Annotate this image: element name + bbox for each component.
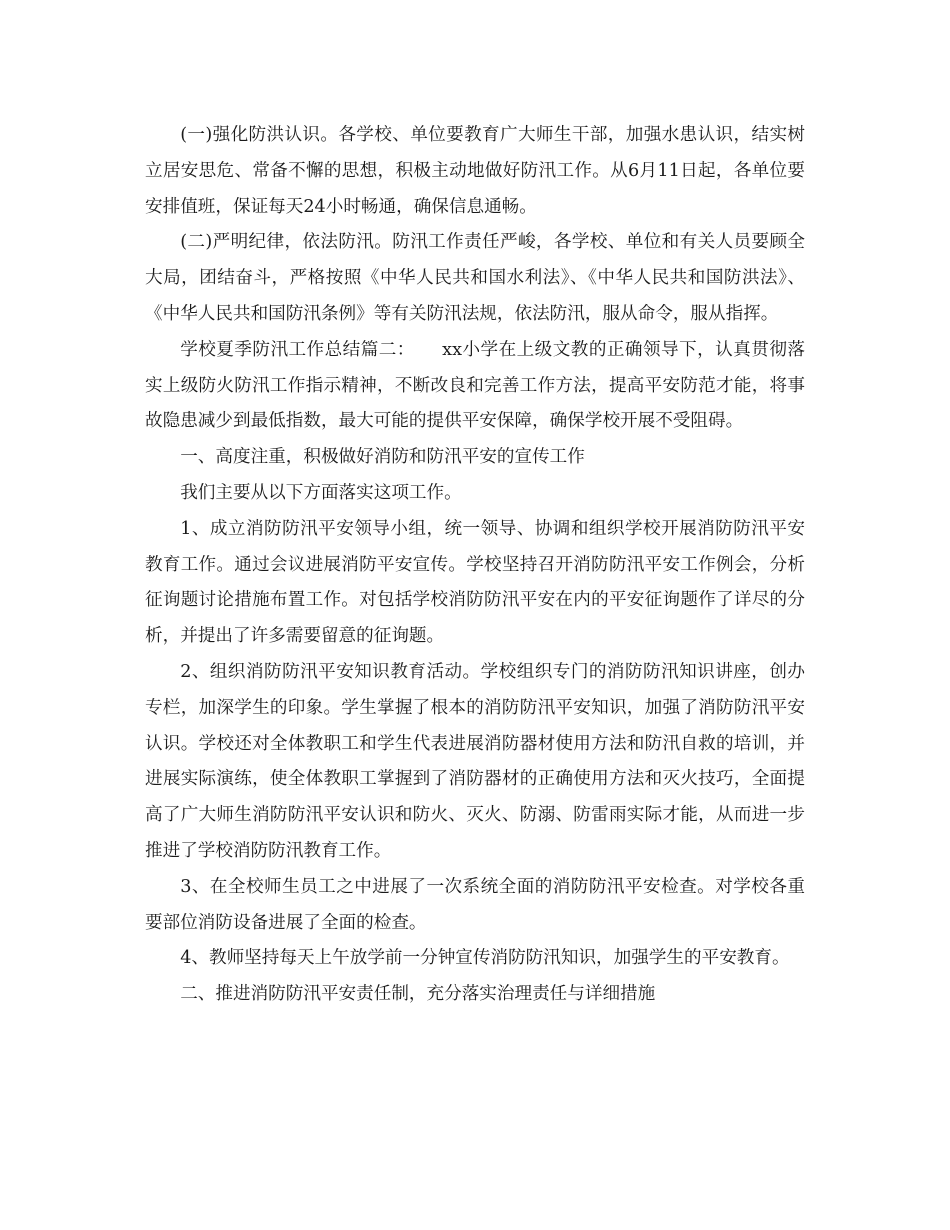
- section-heading-two: 二、推进消防防汛平安责任制，充分落实治理责任与详细措施: [180, 984, 656, 1005]
- paragraph-item-4: 4、教师坚持每天上午放学前一分钟宣传消防防汛知识，加强学生的平安教育。: [180, 948, 790, 969]
- paragraph-implementation-intro: 我们主要从以下方面落实这项工作。: [180, 482, 462, 503]
- paragraph-strengthen-flood-awareness: (一)强化防洪认识。各学校、单位要教育广大师生干部，加强水患认识，结实树立居安思危、常备不懈的思想，积极主动地做好防汛工作。从6月11日起，各单位要安排值班，保证每天24小时畅通，确保信息通畅。: [145, 125, 805, 217]
- paragraph-summary-part-two-intro: 学校夏季防汛工作总结篇二： xx小学在上级文教的正确领导下，认真贯彻落实上级防火防汛工作指示精神，不断改良和完善工作方法，提高平安防范才能，将事故隐患减少到最低指数，最大可能的提供平安保障，确保学校开展不受阻碍。: [145, 339, 805, 432]
- section-heading-one: 一、高度注重，积极做好消防和防汛平安的宣传工作: [180, 447, 585, 468]
- document-body: [145, 118, 805, 1013]
- paragraph-strict-discipline: (二)严明纪律，依法防汛。防汛工作责任严峻，各学校、单位和有关人员要顾全大局，团结奋斗，严格按照《中华人民共和国水利法》、《中华人民共和国防洪法》、《中华人民共和国防汛条例》等有关防汛法规，依法防汛，服从命令，服从指挥。: [145, 232, 805, 324]
- paragraph-item-3: 3、在全校师生员工之中进展了一次系统全面的消防防汛平安检查。对学校各重要部位消防设备进展了全面的检查。: [145, 876, 805, 933]
- paragraph-item-2: 2、组织消防防汛平安知识教育活动。学校组织专门的消防防汛知识讲座，创办专栏，加深学生的印象。学生掌握了根本的消防防汛平安知识，加强了消防防汛平安认识。学校还对全体教职工和学生代表进展消防器材使用方法和防汛自救的培训，并进展实际演练，使全体教职工掌握到了消防器材的正确使用方法和灭火技巧，全面提高了广大师生消防防汛平安认识和防火、灭火、防溺、防雷雨实际才能，从而进一步推进了学校消防防汛教育工作。: [145, 661, 805, 861]
- paragraph-item-1: 1、成立消防防汛平安领导小组，统一领导、协调和组织学校开展消防防汛平安教育工作。通过会议进展消防平安宣传。学校坚持召开消防防汛平安工作例会，分析征询题讨论措施布置工作。对包括学校消防防汛平安在内的平安征询题作了详尽的分析，并提出了许多需要留意的征询题。: [145, 518, 805, 647]
